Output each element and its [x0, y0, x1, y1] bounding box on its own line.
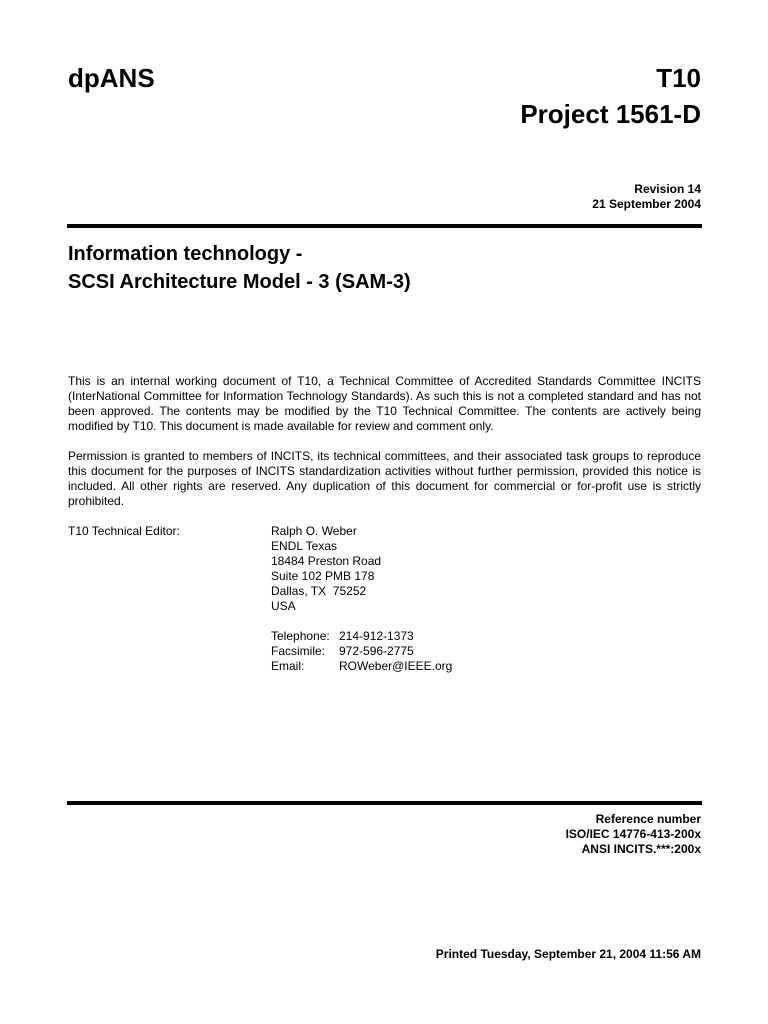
facsimile-label: Facsimile: [271, 644, 326, 658]
telephone-label: Telephone: [271, 629, 330, 643]
revision-number: Revision 14 [634, 182, 701, 196]
bottom-divider [67, 801, 702, 805]
revision-date: 21 September 2004 [592, 197, 701, 211]
document-type: dpANS [68, 63, 155, 93]
email-value: ROWeber@IEEE.org [339, 659, 453, 673]
editor-suite: Suite 102 PMB 178 [271, 569, 375, 583]
permission-notice: Permission is granted to members of INCITS, its technical committees, and their associated task groups to reproduce this document for the purposes of INCITS standardization activities without further permission, provided this notice is included. All other rights are reserved. Any duplication of this document for commercial or for-profit use is strictly prohibited. [68, 449, 701, 508]
email-label: Email: [271, 659, 305, 673]
telephone-value: 214-912-1373 [339, 629, 414, 643]
editor-street: 18484 Preston Road [271, 554, 382, 568]
document-title-line-2: SCSI Architecture Model - 3 (SAM-3) [68, 271, 411, 293]
reference-heading: Reference number [595, 812, 701, 826]
committee-name: T10 [656, 63, 701, 93]
top-divider [67, 224, 702, 228]
reference-iso-number: ISO/IEC 14776-413-200x [565, 827, 701, 841]
editor-organization: ENDL Texas [271, 539, 338, 553]
facsimile-value: 972-596-2775 [339, 644, 414, 658]
project-number: Project 1561-D [520, 99, 701, 129]
reference-ansi-number: ANSI INCITS.***:200x [581, 842, 701, 856]
printed-timestamp: Printed Tuesday, September 21, 2004 11:56 AM [435, 947, 701, 961]
working-document-notice: This is an internal working document of T10, a Technical Committee of Accredited Standards Committee INCITS (InterNational Committee for Information Technology Standards). As such this is not a completed standard and has not been approved. The contents may be modified by the T10 Technical Committee. The contents are actively being modified by T10. This document is made available for review and comment only. [68, 374, 701, 433]
editor-label: T10 Technical Editor: [68, 524, 180, 538]
document-title-line-1: Information technology - [68, 243, 303, 265]
editor-country: USA [271, 599, 296, 613]
editor-name: Ralph O. Weber [271, 524, 357, 538]
editor-city: Dallas, TX 75252 [271, 584, 367, 598]
